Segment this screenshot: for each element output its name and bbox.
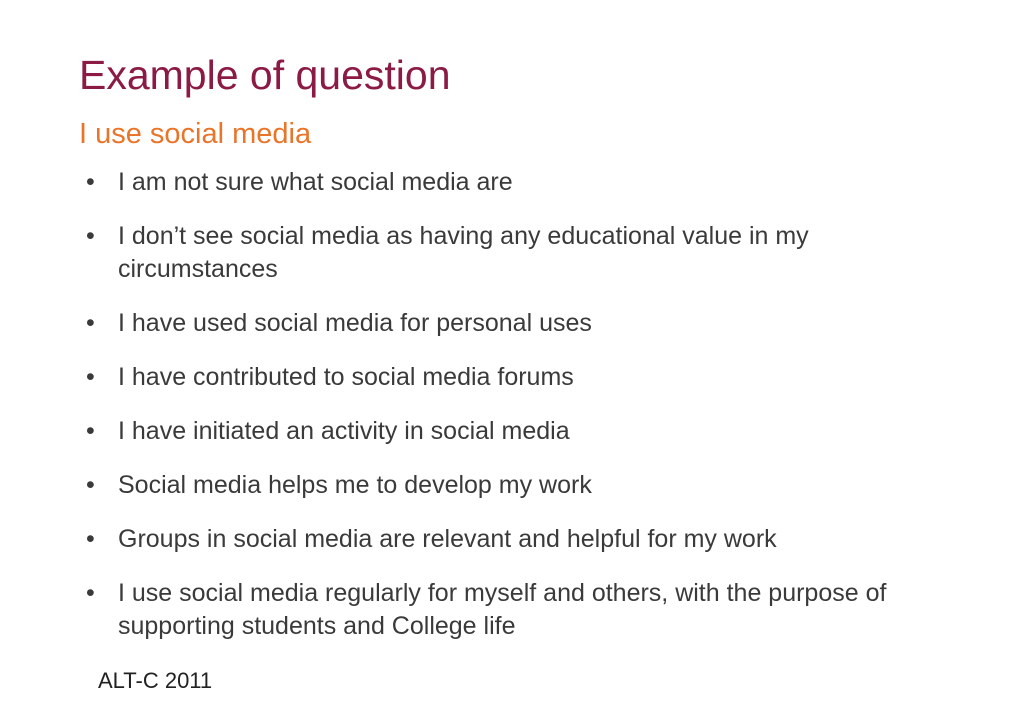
slide-footer: ALT-C 2011 bbox=[98, 668, 213, 693]
slide-title: Example of question bbox=[79, 52, 451, 98]
answer-option bbox=[86, 220, 946, 286]
answer-option-text: Social media helps me to develop my work bbox=[118, 471, 592, 499]
answer-option bbox=[86, 523, 946, 556]
bullet-icon: • bbox=[86, 168, 95, 196]
answer-option bbox=[86, 469, 946, 502]
answer-option bbox=[86, 307, 946, 340]
answer-option-text: Groups in social media are relevant and helpful for my work bbox=[118, 525, 777, 553]
bullet-icon: • bbox=[86, 309, 95, 337]
slide-subtitle: I use social media bbox=[79, 118, 312, 150]
bullet-icon: • bbox=[86, 525, 95, 553]
bullet-icon: • bbox=[86, 579, 95, 607]
answer-option-text: I use social media regularly for myself and others, with the purpose of supporting students and College life bbox=[118, 579, 887, 640]
bullet-icon: • bbox=[86, 222, 95, 250]
answer-option bbox=[86, 361, 946, 394]
bullet-icon: • bbox=[86, 363, 95, 391]
answer-option-text: I have used social media for personal uses bbox=[118, 309, 592, 337]
answer-option bbox=[86, 577, 946, 643]
answer-option-text: I have initiated an activity in social media bbox=[118, 417, 570, 445]
answer-option-text: I have contributed to social media forums bbox=[118, 363, 574, 391]
answer-option bbox=[86, 166, 946, 199]
bullet-icon: • bbox=[86, 417, 95, 445]
answer-option-text: I don’t see social media as having any educational value in my circumstances bbox=[118, 222, 809, 283]
answer-options-list bbox=[86, 166, 946, 664]
answer-option-text: I am not sure what social media are bbox=[118, 168, 513, 196]
answer-option bbox=[86, 415, 946, 448]
bullet-icon: • bbox=[86, 471, 95, 499]
